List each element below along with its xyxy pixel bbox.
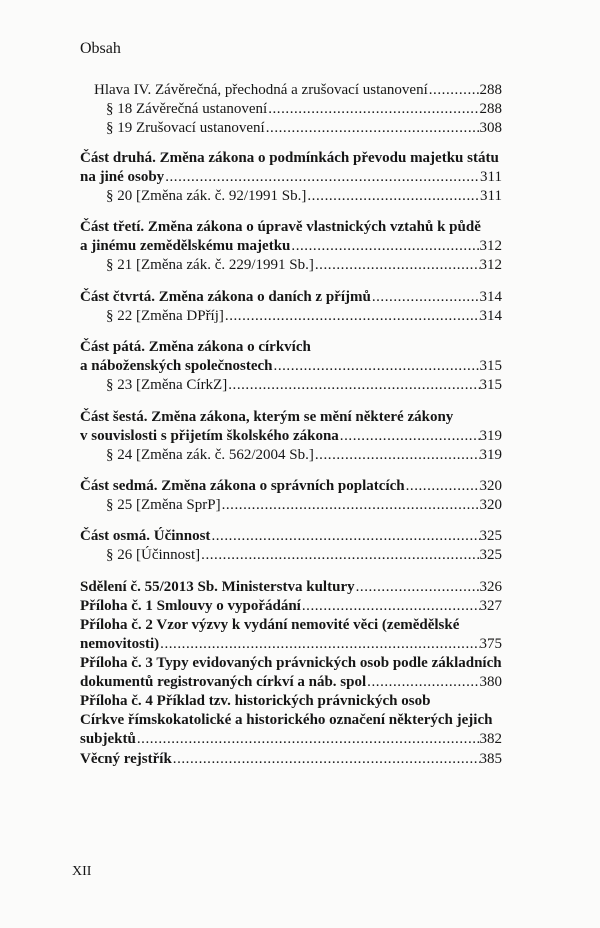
- toc-entry[interactable]: [80, 338, 502, 376]
- toc-entry-title: Část osmá. Účinnost: [80, 528, 211, 544]
- toc-entry[interactable]: [106, 496, 502, 515]
- leader-dots: [200, 546, 479, 565]
- leader-dots: [221, 496, 480, 515]
- leader-dots: [267, 100, 479, 119]
- leader-dots: [210, 527, 479, 546]
- toc-entry-title-cont: dokumentů registrovaných církví a náb. spol: [80, 674, 367, 690]
- toc-entry[interactable]: [106, 446, 502, 465]
- leader-dots: [273, 357, 480, 376]
- toc-page-number: 325: [479, 547, 502, 563]
- toc-entry[interactable]: [80, 218, 502, 256]
- toc-entry[interactable]: [80, 692, 502, 749]
- toc-entry-title: Hlava IV. Závěrečná, přechodná a zrušovací ustanovení: [94, 82, 428, 98]
- toc-entry[interactable]: [80, 288, 502, 307]
- leader-dots: [265, 119, 480, 138]
- toc-entry-title: Věcný rejstřík: [80, 751, 172, 767]
- leader-dots: [428, 81, 480, 100]
- leader-dots: [224, 307, 480, 326]
- leader-dots: [355, 578, 480, 597]
- toc-entry-title: § 18 Závěrečná ustanovení: [106, 101, 268, 117]
- toc-page-number: 385: [479, 751, 502, 767]
- toc-page-number: 320: [479, 478, 502, 494]
- toc-entry[interactable]: [106, 376, 502, 395]
- toc-entry[interactable]: [80, 616, 502, 654]
- toc-entry-title: Část druhá. Změna zákona o podmínkách převodu majetku státu: [80, 150, 499, 166]
- toc-page-number: 326: [479, 579, 502, 595]
- toc-entry-title-cont: a náboženských společnostech: [80, 358, 273, 374]
- toc-page-number: 319: [479, 428, 502, 444]
- toc-page-number: 311: [480, 169, 502, 185]
- toc-entry-title-cont: nemovitosti): [80, 636, 160, 652]
- leader-dots: [301, 597, 480, 616]
- toc-entry[interactable]: [80, 408, 502, 446]
- leader-dots: [371, 288, 480, 307]
- toc-entry-title: § 22 [Změna DPříj]: [106, 308, 224, 324]
- toc-entry-title: § 20 [Změna zák. č. 92/1991 Sb.]: [106, 188, 307, 204]
- toc-page-number: 315: [479, 358, 502, 374]
- toc-entry[interactable]: [94, 81, 502, 100]
- toc-page-number: 312: [479, 257, 502, 273]
- toc-entry-title: Příloha č. 2 Vzor výzvy k vydání nemovité věci (zemědělské: [80, 617, 460, 633]
- toc-entry-title: Část šestá. Změna zákona, kterým se mění některé zákony: [80, 409, 454, 425]
- toc-entry[interactable]: [80, 750, 502, 769]
- toc-page-number: 382: [479, 731, 502, 747]
- leader-dots: [290, 237, 479, 256]
- toc-entry-title-cont: a jinému zemědělskému majetku: [80, 238, 291, 254]
- toc-page-number: 288: [479, 82, 502, 98]
- toc-page-number: 320: [479, 497, 502, 513]
- leader-dots: [314, 256, 480, 275]
- leader-dots: [405, 477, 480, 496]
- toc-page-number: 314: [479, 289, 502, 305]
- page-number: XII: [72, 864, 92, 879]
- toc-entry-title: Část sedmá. Změna zákona o správních poplatcích: [80, 478, 405, 494]
- toc-page-number: 380: [479, 674, 502, 690]
- toc-entry[interactable]: [106, 546, 502, 565]
- toc-entry-title-cont: na jiné osoby: [80, 169, 165, 185]
- toc-entry-title-cont: subjektů: [80, 731, 136, 747]
- toc-entry-title: Příloha č. 1 Smlouvy o vypořádání: [80, 598, 301, 614]
- toc-page-number: 314: [479, 308, 502, 324]
- toc-entry[interactable]: [106, 119, 502, 138]
- toc-entry-title: Část čtvrtá. Změna zákona o daních z příjmů: [80, 289, 371, 305]
- toc-entry-title: § 23 [Změna CírkZ]: [106, 377, 228, 393]
- toc-page-number: 327: [479, 598, 502, 614]
- toc-entry[interactable]: [80, 654, 502, 692]
- leader-dots: [164, 168, 480, 187]
- toc-page-number: 319: [479, 447, 502, 463]
- toc-entry-title: Část třetí. Změna zákona o úpravě vlastnických vztahů k půdě: [80, 219, 481, 235]
- toc-page-number: 375: [479, 636, 502, 652]
- toc-entry-title-cont: Církve římskokatolické a historického označení některých jejich: [80, 712, 493, 728]
- toc-page-number: 311: [480, 188, 502, 204]
- toc-entry-title: § 25 [Změna SprP]: [106, 497, 221, 513]
- toc-entry-title: § 26 [Účinnost]: [106, 547, 201, 563]
- toc-entry-title-cont: v souvislosti s přijetím školského zákona: [80, 428, 339, 444]
- toc-entry-title: § 19 Zrušovací ustanovení: [106, 120, 265, 136]
- toc-entry[interactable]: [106, 187, 502, 206]
- toc-entry-title: § 24 [Změna zák. č. 562/2004 Sb.]: [106, 447, 314, 463]
- toc-page-number: 315: [479, 377, 502, 393]
- leader-dots: [136, 730, 480, 749]
- toc-entry-title: Sdělení č. 55/2013 Sb. Ministerstva kultury: [80, 579, 355, 595]
- leader-dots: [159, 635, 479, 654]
- toc-entry[interactable]: [106, 256, 502, 275]
- leader-dots: [172, 750, 480, 769]
- toc-entry-title: § 21 [Změna zák. č. 229/1991 Sb.]: [106, 257, 314, 273]
- toc-page-number: 308: [479, 120, 502, 136]
- toc-entry[interactable]: [80, 149, 502, 187]
- toc-entry[interactable]: [80, 578, 502, 597]
- toc-entry[interactable]: [106, 307, 502, 326]
- toc-entry-title: Příloha č. 3 Typy evidovaných právnických osob podle základních: [80, 655, 502, 671]
- toc-page-number: 288: [479, 101, 502, 117]
- leader-dots: [227, 376, 479, 395]
- leader-dots: [306, 187, 480, 206]
- leader-dots: [339, 427, 480, 446]
- toc-entry-title: Příloha č. 4 Příklad tzv. historických právnických osob: [80, 693, 431, 709]
- leader-dots: [366, 673, 479, 692]
- toc-page-number: 312: [479, 238, 502, 254]
- toc-entry-title: Část pátá. Změna zákona o církvích: [80, 339, 311, 355]
- toc-page-number: 325: [479, 528, 502, 544]
- toc-entry[interactable]: [80, 477, 502, 496]
- page-header: Obsah: [80, 40, 121, 57]
- leader-dots: [314, 446, 480, 465]
- toc-entry[interactable]: [80, 597, 502, 616]
- toc-entry[interactable]: [106, 100, 502, 119]
- toc-entry[interactable]: [80, 527, 502, 546]
